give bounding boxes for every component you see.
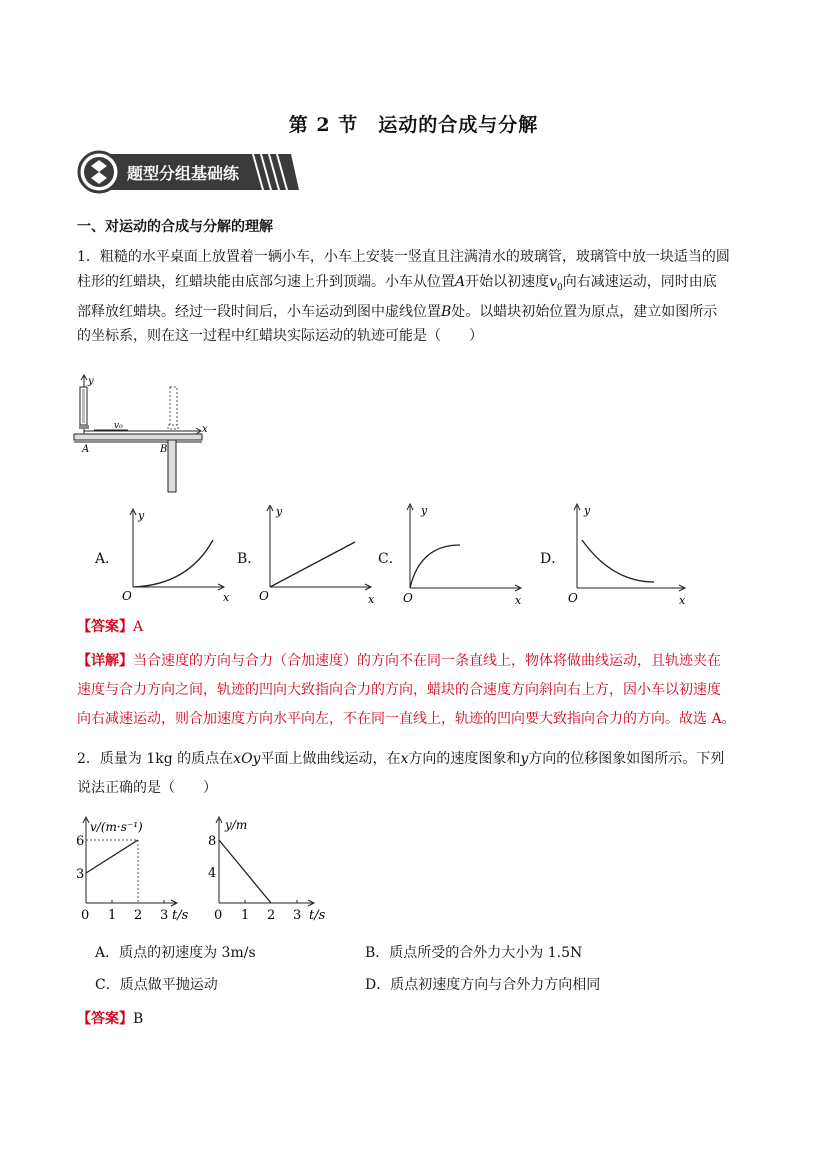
svg-text:4: 4	[208, 866, 217, 881]
straight-line	[270, 542, 355, 587]
option-a-graph[interactable]	[118, 505, 233, 605]
svg-text:t/s: t/s	[309, 908, 326, 923]
svg-text:A: A	[82, 444, 90, 455]
section-heading: 一、对运动的合成与分解的理解	[77, 219, 273, 235]
svg-text:v₀: v₀	[114, 421, 123, 431]
curve-concave-up	[133, 540, 213, 587]
displacement-time-graph	[205, 815, 335, 925]
svg-text:0: 0	[214, 908, 223, 923]
option-2b[interactable]: B．质点所受的合外力大小为 1.5N	[365, 945, 583, 961]
svg-text:2: 2	[134, 908, 143, 923]
svg-text:O: O	[403, 591, 413, 605]
svg-text:O: O	[122, 589, 132, 603]
svg-text:O: O	[259, 589, 269, 603]
banner-label: 题型分组基础练	[127, 164, 240, 183]
svg-text:3: 3	[160, 908, 169, 923]
svg-text:y: y	[421, 504, 428, 517]
option-a-label[interactable]: A．	[95, 551, 120, 567]
svg-text:y: y	[584, 504, 591, 517]
svg-text:2: 2	[267, 908, 276, 923]
option-2d[interactable]: D．质点初速度方向与合外力方向相同	[365, 977, 601, 993]
svg-text:y: y	[276, 505, 283, 518]
option-2a[interactable]: A．质点的初速度为 3m/s	[95, 945, 256, 961]
svg-text:v/(m·s⁻¹): v/(m·s⁻¹)	[90, 820, 143, 834]
svg-text:1: 1	[108, 908, 117, 923]
option-b-label[interactable]: B．	[237, 551, 262, 567]
svg-text:x: x	[202, 424, 208, 435]
option-2c[interactable]: C．质点做平抛运动	[95, 977, 218, 993]
svg-text:x: x	[368, 593, 375, 605]
svg-text:x: x	[679, 594, 686, 605]
curve-concave-down	[410, 545, 460, 588]
answer-1: 【答案】A	[77, 619, 144, 635]
section-banner	[77, 150, 303, 194]
svg-text:O: O	[568, 591, 578, 605]
svg-text:3: 3	[293, 908, 302, 923]
detail-1: 【详解】当合速度的方向与合力（合加速度）的方向不在同一条直线上，物体将做曲线运动，且轨迹夹在 速度与合力方向之间，轨迹的凹向大致指向合力的方向，蜡块的合速度方向斜向右上方，因小车以初速度 向右减速运动，则合加速度方向水平向左，不在同一直线上，轨迹的凹向要大致指向合力的方向。故选 A。	[77, 653, 736, 727]
option-c-graph[interactable]	[395, 500, 530, 605]
svg-text:0: 0	[81, 908, 90, 923]
option-c-label[interactable]: C．	[378, 551, 403, 567]
svg-text:y: y	[88, 376, 94, 387]
question-1-text: 1．粗糙的水平桌面上放置着一辆小车，小车上安装一竖直且注满清水的玻璃管，玻璃管中放一块适当的圆 柱形的红蜡块，红蜡块能由底部匀速上升到顶端。小车从位置A开始以初速度$v_0$向右减速运动，同时由底 部释放红蜡块。经过一段时间后，小车运动到图中虚线位置B处。以蜡块初始位置为原点，建立如图所示 的坐标系，则在这一过程中红蜡块实际运动的轨迹可能是（ ）	[77, 249, 730, 345]
curve-decreasing	[582, 540, 654, 582]
velocity-time-graph	[72, 815, 192, 925]
svg-text:x: x	[515, 594, 522, 605]
svg-text:8: 8	[208, 834, 217, 849]
svg-text:t/s: t/s	[172, 908, 189, 923]
option-b-graph[interactable]	[255, 505, 380, 605]
option-d-label[interactable]: D．	[540, 551, 566, 567]
velocity-line	[86, 840, 138, 873]
svg-text:x: x	[223, 591, 230, 604]
option-d-graph[interactable]	[562, 500, 692, 605]
svg-text:6: 6	[76, 834, 85, 849]
question-2-text: 2．质量为 1kg 的质点在xOy平面上做曲线运动，在x方向的速度图象和y方向的位移图象如图所示。下列 说法正确的是（ ）	[77, 751, 725, 796]
page-title: 第 2 节 运动的合成与分解	[288, 114, 539, 136]
cart-tube-figure	[70, 372, 210, 494]
svg-text:y: y	[138, 509, 145, 522]
svg-text:y/m: y/m	[225, 818, 248, 832]
svg-text:3: 3	[76, 867, 85, 882]
svg-text:B: B	[160, 444, 168, 455]
answer-2: 【答案】B	[77, 1011, 144, 1027]
svg-text:1: 1	[241, 908, 250, 923]
displacement-line	[219, 840, 271, 903]
